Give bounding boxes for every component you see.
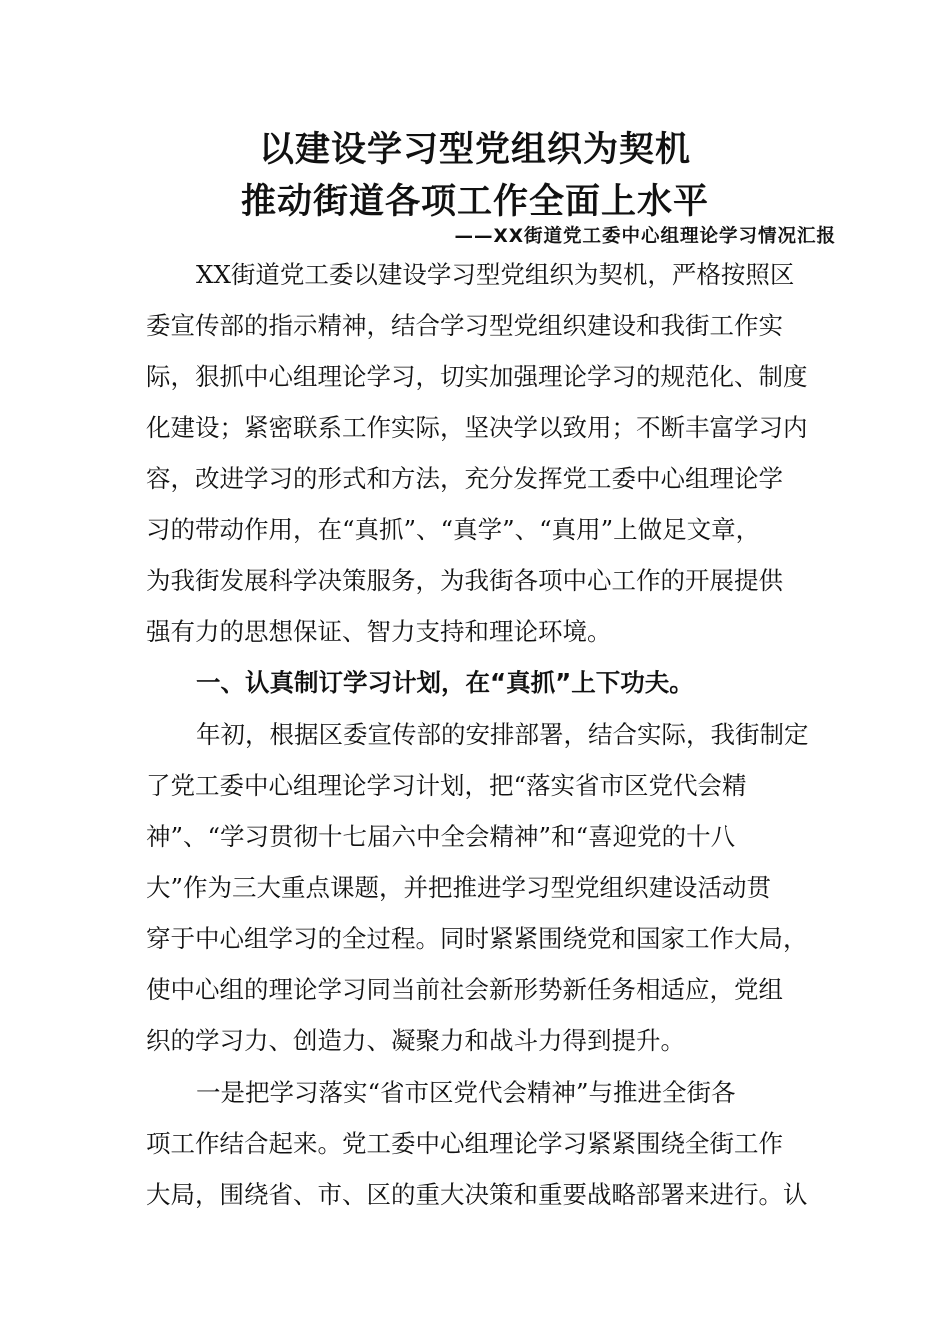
document-title-line-2: 推动街道各项工作全面上水平 <box>240 182 709 222</box>
paragraph-line: 年初，根据区委宣传部的安排部署，结合实际，我街制定 <box>196 720 809 749</box>
paragraph-line: XX街道党工委以建设学习型党组织为契机，严格按照区 <box>196 260 795 289</box>
paragraph-line: 了党工委中心组理论学习计划，把“落实省市区党代会精 <box>146 771 747 800</box>
paragraph-line: 神”、“学习贯彻十七届六中全会精神”和“喜迎党的十八 <box>146 822 736 851</box>
paragraph-line: 习的带动作用，在“真抓”、“真学”、“真用”上做足文章， <box>146 515 761 544</box>
document-title-line-1: 以建设学习型党组织为契机 <box>258 130 691 170</box>
paragraph-line: 化建设；紧密联系工作实际，坚决学以致用；不断丰富学习内 <box>146 413 808 442</box>
paragraph-line: 使中心组的理论学习同当前社会新形势新任务相适应，党组 <box>146 975 783 1004</box>
section-heading: 一、认真制订学习计划，在“真抓”上下功夫。 <box>196 668 694 697</box>
paragraph-line: 强有力的思想保证、智力支持和理论环境。 <box>146 617 612 646</box>
paragraph-line: 项工作结合起来。党工委中心组理论学习紧紧围绕全街工作 <box>146 1129 783 1158</box>
paragraph-line: 大局，围绕省、市、区的重大决策和重要战略部署来进行。认 <box>146 1180 808 1209</box>
paragraph-line: 大”作为三大重点课题，并把推进学习型党组织建设活动贯 <box>146 873 772 902</box>
paragraph-line: 际，狠抓中心组理论学习，切实加强理论学习的规范化、制度 <box>146 362 808 391</box>
paragraph-line: 织的学习力、创造力、凝聚力和战斗力得到提升。 <box>146 1026 685 1055</box>
paragraph-line: 容，改进学习的形式和方法，充分发挥党工委中心组理论学 <box>146 464 783 493</box>
paragraph-line: 为我街发展科学决策服务，为我街各项中心工作的开展提供 <box>146 566 783 595</box>
paragraph-line: 穿于中心组学习的全过程。同时紧紧围绕党和国家工作大局， <box>146 924 808 953</box>
paragraph-line: 一是把学习落实“省市区党代会精神”与推进全街各 <box>196 1078 736 1107</box>
paragraph-line: 委宣传部的指示精神，结合学习型党组织建设和我街工作实 <box>146 311 783 340</box>
document-subtitle: ——XX街道党工委中心组理论学习情况汇报 <box>454 226 836 247</box>
